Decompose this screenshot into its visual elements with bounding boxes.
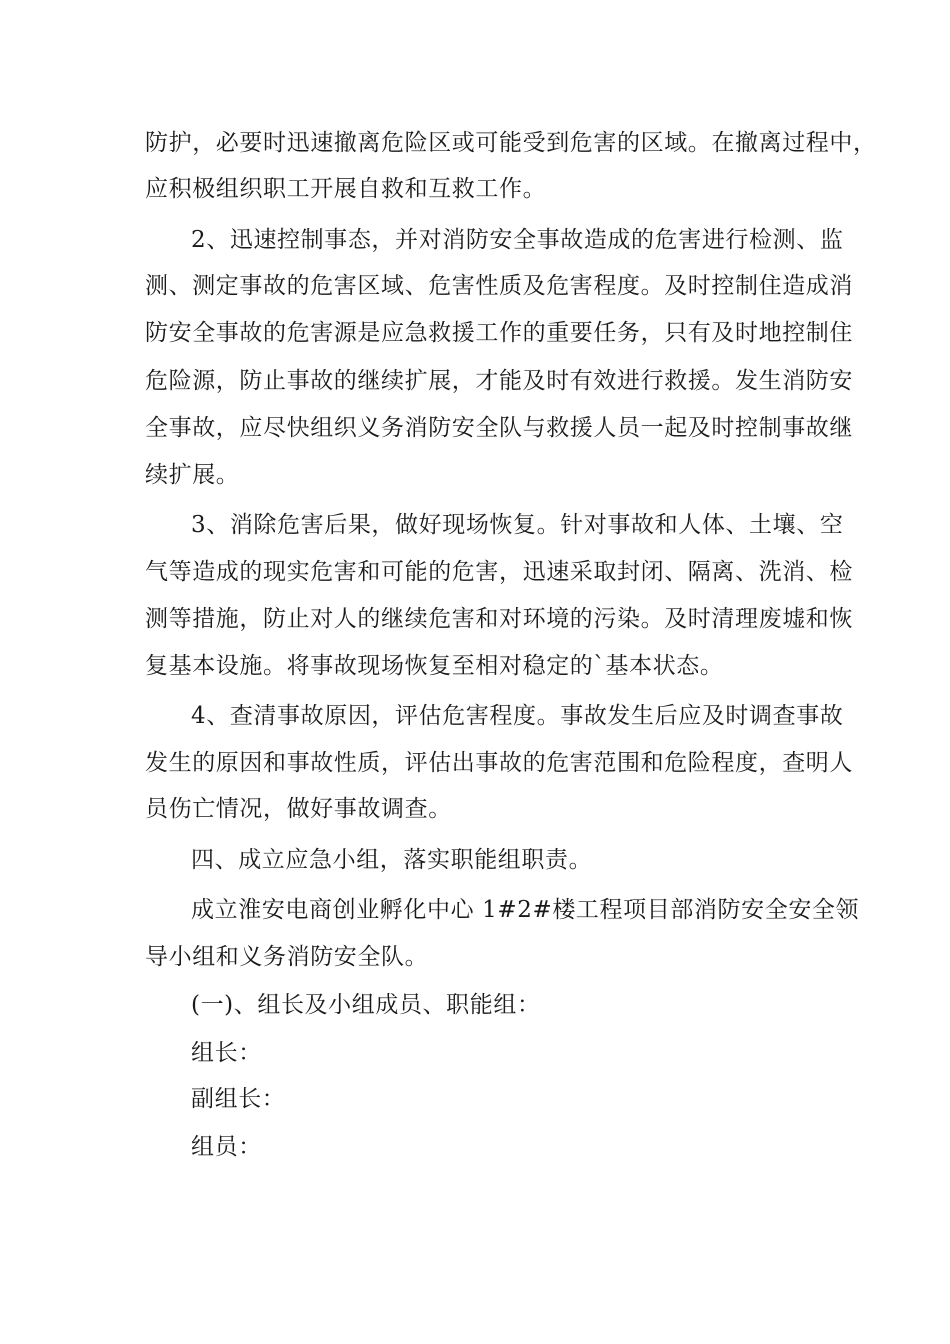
text-line: 导小组和义务消防安全队。 — [145, 944, 429, 970]
role-member-label: 组员： — [191, 1134, 262, 1160]
subsection-heading: (一)、组长及小组成员、职能组： — [191, 992, 541, 1018]
text-line: 发生的原因和事故性质，评估出事故的危害范围和危险程度，查明人 — [145, 750, 853, 776]
text-line: 气等造成的现实危害和可能的危害，迅速采取封闭、隔离、洗消、检 — [145, 559, 853, 585]
text-line: 续扩展。 — [145, 462, 240, 488]
text-line: 防护，必要时迅速撤离危险区或可能受到危害的区域。在撤离过程中， — [145, 130, 877, 156]
text-line: 测、测定事故的危害区域、危害性质及危害程度。及时控制住造成消 — [145, 273, 853, 299]
text-line: 防安全事故的危害源是应急救援工作的重要任务，只有及时地控制住 — [145, 320, 853, 346]
text-line: 全事故，应尽快组织义务消防安全队与救援人员一起及时控制事故继 — [145, 415, 853, 441]
text-line: 复基本设施。将事故现场恢复至相对稳定的`基本状态。 — [145, 653, 724, 679]
role-deputy-leader-label: 副组长： — [191, 1086, 286, 1112]
text-line: 员伤亡情况，做好事故调查。 — [145, 796, 452, 822]
text-line: 4、查清事故原因，评估危害程度。事故发生后应及时调查事故 — [191, 703, 844, 729]
text-line: 3、消除危害后果，做好现场恢复。针对事故和人体、土壤、空 — [191, 512, 844, 538]
text-line: 2、迅速控制事态，并对消防安全事故造成的危害进行检测、监 — [191, 227, 844, 253]
text-line: 危险源，防止事故的继续扩展，才能及时有效进行救援。发生消防安 — [145, 368, 853, 394]
role-leader-label: 组长： — [191, 1040, 262, 1066]
text-line: 测等措施，防止对人的继续危害和对环境的污染。及时清理废墟和恢 — [145, 606, 853, 632]
text-line: 应积极组织职工开展自救和互救工作。 — [145, 176, 547, 202]
text-line: 成立淮安电商创业孵化中心 1#2#楼工程项目部消防安全安全领 — [191, 897, 860, 923]
section-heading: 四、成立应急小组，落实职能组职责。 — [191, 847, 593, 873]
